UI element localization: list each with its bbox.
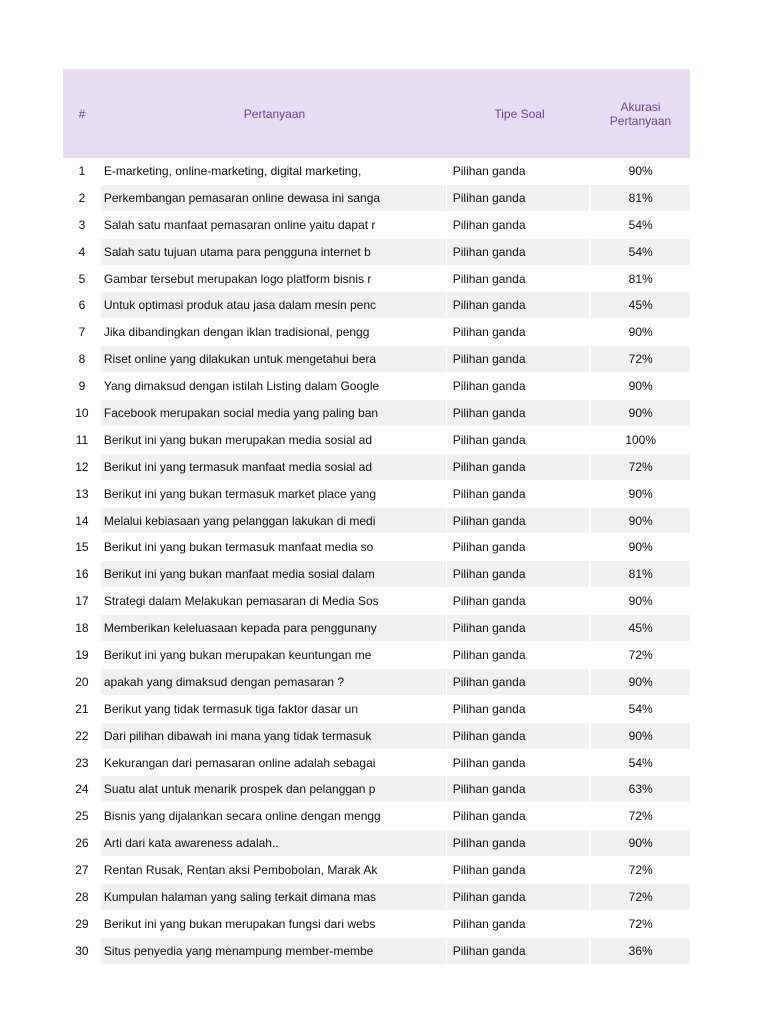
- question-text: Berikut ini yang bukan merupakan fungsi dari webs: [101, 911, 447, 937]
- question-type: Pilihan ganda: [447, 938, 590, 964]
- question-type: Pilihan ganda: [447, 723, 590, 749]
- row-number: 30: [75, 943, 89, 958]
- question-type: Pilihan ganda: [447, 669, 590, 695]
- question-text: Berikut ini yang bukan termasuk market place yang: [101, 481, 447, 507]
- question-type: Pilihan ganda: [447, 588, 590, 614]
- accuracy-value: 54%: [591, 212, 690, 238]
- table-row: [63, 588, 690, 615]
- row-number: 1: [78, 163, 86, 178]
- question-type: Pilihan ganda: [447, 830, 590, 856]
- row-number: 26: [75, 836, 89, 851]
- accuracy-value: 63%: [591, 776, 690, 802]
- question-type: Pilihan ganda: [447, 884, 590, 910]
- question-text: Arti dari kata awareness adalah..: [101, 830, 447, 856]
- question-type: Pilihan ganda: [447, 212, 590, 238]
- header-accuracy-line1: Akurasi: [620, 99, 661, 114]
- accuracy-value: 72%: [591, 642, 690, 668]
- question-type: Pilihan ganda: [447, 239, 590, 265]
- table-row: [63, 696, 690, 723]
- accuracy-value: 90%: [591, 534, 690, 560]
- table-row: [63, 803, 690, 830]
- accuracy-value: 90%: [591, 588, 690, 614]
- accuracy-value: 90%: [591, 319, 690, 345]
- accuracy-value: 72%: [591, 857, 690, 883]
- accuracy-value: 100%: [591, 427, 690, 453]
- accuracy-value: 90%: [591, 669, 690, 695]
- question-type: Pilihan ganda: [447, 427, 590, 453]
- row-number: 17: [75, 594, 89, 609]
- table-row: [63, 158, 690, 185]
- question-text: Berikut ini yang bukan manfaat media sosial dalam: [101, 561, 447, 587]
- question-type: Pilihan ganda: [447, 508, 590, 534]
- row-number: 10: [75, 405, 89, 420]
- question-text: Riset online yang dilakukan untuk mengetahui bera: [101, 346, 447, 372]
- table-row: [63, 830, 690, 857]
- question-type: Pilihan ganda: [447, 642, 590, 668]
- question-text: Salah satu manfaat pemasaran online yaitu dapat r: [101, 212, 447, 238]
- table-row: [63, 319, 690, 346]
- row-number: 29: [75, 916, 89, 931]
- accuracy-value: 90%: [591, 723, 690, 749]
- accuracy-value: 36%: [591, 938, 690, 964]
- question-text: Rentan Rusak, Rentan aksi Pembobolan, Marak Ak: [101, 857, 447, 883]
- table-row: [63, 642, 690, 669]
- question-type: Pilihan ganda: [447, 185, 590, 211]
- question-type: Pilihan ganda: [447, 292, 590, 318]
- table-row: [63, 266, 690, 293]
- row-number: 16: [75, 567, 89, 582]
- row-number: 3: [78, 217, 86, 232]
- question-text: Perkembangan pemasaran online dewasa ini sanga: [101, 185, 447, 211]
- question-type: Pilihan ganda: [447, 534, 590, 560]
- table-row: [63, 884, 690, 911]
- table-row: [63, 938, 690, 965]
- question-type: Pilihan ganda: [447, 454, 590, 480]
- question-type: Pilihan ganda: [447, 400, 590, 426]
- question-type: Pilihan ganda: [447, 776, 590, 802]
- question-type: Pilihan ganda: [447, 696, 590, 722]
- table-row: [63, 481, 690, 508]
- question-text: Gambar tersebut merupakan logo platform bisnis r: [101, 266, 447, 292]
- table-row: [63, 750, 690, 777]
- table-row: [63, 508, 690, 535]
- question-text: Berikut ini yang bukan merupakan keuntungan me: [101, 642, 447, 668]
- table-row: [63, 239, 690, 266]
- row-number: 9: [78, 379, 86, 394]
- question-text: Memberikan keleluasaan kepada para penggunany: [101, 615, 447, 641]
- accuracy-value: 72%: [591, 346, 690, 372]
- question-type: Pilihan ganda: [447, 911, 590, 937]
- table-row: [63, 534, 690, 561]
- row-number: 4: [78, 244, 86, 259]
- row-number: 28: [75, 889, 89, 904]
- row-number: 2: [78, 190, 86, 205]
- question-type: Pilihan ganda: [447, 561, 590, 587]
- accuracy-value: 54%: [591, 750, 690, 776]
- question-text: Suatu alat untuk menarik prospek dan pelanggan p: [101, 776, 447, 802]
- question-text: Berikut ini yang bukan termasuk manfaat media so: [101, 534, 447, 560]
- accuracy-value: 81%: [591, 185, 690, 211]
- question-type: Pilihan ganda: [447, 857, 590, 883]
- accuracy-value: 72%: [591, 803, 690, 829]
- accuracy-value: 72%: [591, 884, 690, 910]
- table-row: [63, 911, 690, 938]
- accuracy-value: 90%: [591, 158, 690, 184]
- row-number: 24: [75, 782, 89, 797]
- header-question-type: Tipe Soal: [494, 106, 545, 121]
- row-number: 23: [75, 755, 89, 770]
- table-row: [63, 346, 690, 373]
- row-number: 15: [75, 540, 89, 555]
- row-number: 19: [75, 647, 89, 662]
- question-text: apakah yang dimaksud dengan pemasaran ?: [101, 669, 447, 695]
- row-number: 27: [75, 863, 89, 878]
- question-type: Pilihan ganda: [447, 803, 590, 829]
- table-row: [63, 776, 690, 803]
- accuracy-value: 90%: [591, 400, 690, 426]
- header-number: #: [78, 106, 86, 121]
- accuracy-value: 81%: [591, 561, 690, 587]
- question-text: Situs penyedia yang menampung member-membe: [101, 938, 447, 964]
- table-body: [63, 158, 690, 965]
- question-text: Berikut yang tidak termasuk tiga faktor dasar un: [101, 696, 447, 722]
- question-type: Pilihan ganda: [447, 266, 590, 292]
- question-text: E-marketing, online-marketing, digital marketing,: [101, 158, 447, 184]
- row-number: 11: [75, 432, 89, 447]
- row-number: 20: [75, 674, 89, 689]
- table-row: [63, 615, 690, 642]
- table-row: [63, 857, 690, 884]
- header-accuracy: [591, 100, 690, 128]
- question-type: Pilihan ganda: [447, 481, 590, 507]
- row-number: 22: [75, 728, 89, 743]
- accuracy-value: 72%: [591, 454, 690, 480]
- question-type: Pilihan ganda: [447, 158, 590, 184]
- question-text: Dari pilihan dibawah ini mana yang tidak termasuk: [101, 723, 447, 749]
- accuracy-value: 90%: [591, 481, 690, 507]
- question-text: Melalui kebiasaan yang pelanggan lakukan di medi: [101, 508, 447, 534]
- table-row: [63, 373, 690, 400]
- row-number: 13: [75, 486, 89, 501]
- row-number: 6: [78, 298, 86, 313]
- accuracy-value: 90%: [591, 830, 690, 856]
- question-text: Kekurangan dari pemasaran online adalah sebagai: [101, 750, 447, 776]
- accuracy-value: 45%: [591, 615, 690, 641]
- row-number: 21: [75, 701, 89, 716]
- table-row: [63, 561, 690, 588]
- row-number: 8: [78, 352, 86, 367]
- question-text: Strategi dalam Melakukan pemasaran di Media Sos: [101, 588, 447, 614]
- table-row: [63, 723, 690, 750]
- row-number: 12: [75, 459, 89, 474]
- header-accuracy-line2: Pertanyaan: [609, 113, 672, 128]
- question-text: Berikut ini yang termasuk manfaat media sosial ad: [101, 454, 447, 480]
- accuracy-value: 54%: [591, 696, 690, 722]
- table-row: [63, 400, 690, 427]
- accuracy-value: 90%: [591, 373, 690, 399]
- accuracy-value: 54%: [591, 239, 690, 265]
- table-row: [63, 427, 690, 454]
- question-text: Yang dimaksud dengan istilah Listing dalam Google: [101, 373, 447, 399]
- table-row: [63, 669, 690, 696]
- question-text: Kumpulan halaman yang saling terkait dimana mas: [101, 884, 447, 910]
- question-text: Untuk optimasi produk atau jasa dalam mesin penc: [101, 292, 447, 318]
- question-text: Jika dibandingkan dengan iklan tradisional, pengg: [101, 319, 447, 345]
- row-number: 7: [78, 325, 86, 340]
- question-text: Bisnis yang dijalankan secara online dengan mengg: [101, 803, 447, 829]
- row-number: 18: [75, 621, 89, 636]
- table-header: [63, 69, 690, 158]
- header-question: Pertanyaan: [243, 106, 306, 121]
- question-type: Pilihan ganda: [447, 319, 590, 345]
- question-text: Salah satu tujuan utama para pengguna internet b: [101, 239, 447, 265]
- question-type: Pilihan ganda: [447, 615, 590, 641]
- accuracy-value: 45%: [591, 292, 690, 318]
- row-number: 25: [75, 809, 89, 824]
- question-table: [63, 69, 690, 965]
- table-row: [63, 185, 690, 212]
- accuracy-value: 72%: [591, 911, 690, 937]
- table-row: [63, 454, 690, 481]
- row-number: 5: [78, 271, 86, 286]
- question-type: Pilihan ganda: [447, 346, 590, 372]
- question-type: Pilihan ganda: [447, 373, 590, 399]
- question-text: Facebook merupakan social media yang paling ban: [101, 400, 447, 426]
- table-row: [63, 212, 690, 239]
- table-row: [63, 292, 690, 319]
- question-text: Berikut ini yang bukan merupakan media sosial ad: [101, 427, 447, 453]
- question-type: Pilihan ganda: [447, 750, 590, 776]
- accuracy-value: 90%: [591, 508, 690, 534]
- row-number: 14: [75, 513, 89, 528]
- accuracy-value: 81%: [591, 266, 690, 292]
